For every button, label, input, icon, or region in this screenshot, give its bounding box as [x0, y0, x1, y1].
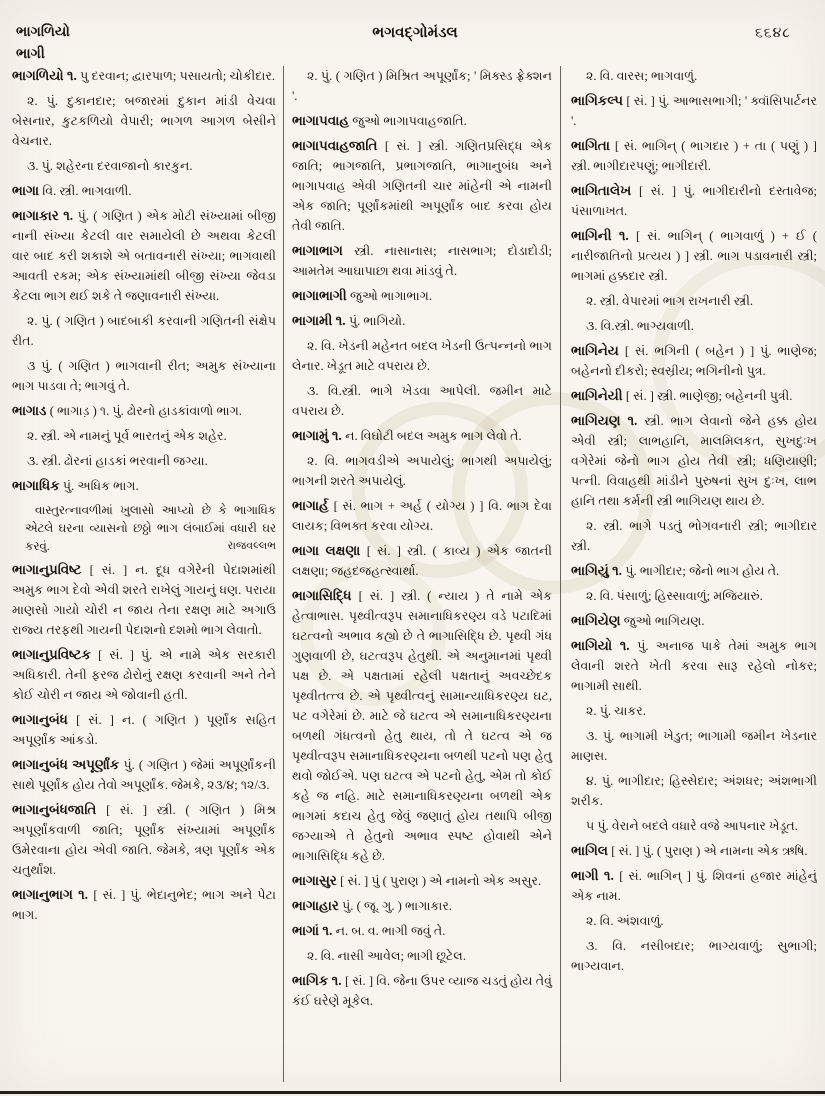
headword: ભાગી ૧. — [571, 868, 620, 883]
headword: ભાગાપવાહ — [292, 113, 353, 128]
dictionary-entry: ભાગિકલ્પ [ સં. ] પું. આભાસભાગી; ' ક્વૉસિપાર્ટનર '. — [571, 93, 817, 128]
running-head — [16, 22, 70, 66]
headword: ભાગિયો ૧. — [571, 638, 638, 653]
dictionary-entry: ભાગાપવાહજાતિ [ સં. ] સ્ત્રી. ગણિતપ્રસિદ્ધ એક જાતિ; ભાગજાતિ, પ્રભાગજાતિ, ભાગાનુબંધ અને ભાગાપવાહ એવી ગણિતની ચાર માંહેની એ નામની એક જાતિ; પૂર્ણાંકમાંથી અપૂર્ણાંક બાદ કરવા હોય તેવી જાતિ. — [292, 138, 552, 233]
sense-paragraph: ૨. પું. ચાકર. — [586, 704, 646, 718]
dictionary-entry: ભાગા વિ. સ્ત્રી. ભાગવાળી. — [12, 183, 132, 198]
sense-paragraph: ૫ પું. વેરાને બદલે વધારે વજે આપનાર ખેડૂત. — [586, 819, 798, 833]
dictionary-entry: ભાગાભાગ સ્ત્રી. નાસાનાસ; નાસભાગ; દોડાદોડી; આમતેમ આઘાપાછા થવા માંડવું તે. — [292, 243, 552, 278]
headword: ભાગિલ — [571, 843, 612, 858]
sense-paragraph: ૩. વિ.સ્ત્રી. ભાગ્યવાળી. — [586, 319, 694, 333]
dictionary-entry: ભાગાધિક પું. અધિક ભાગ. — [12, 478, 139, 493]
headword: ભાગિનેયી — [571, 388, 626, 403]
dictionary-entry: ભાગાપવાહ જુઓ ભાગાપવાહજાતિ. — [292, 113, 467, 128]
dictionary-entry: ભાગાનુપ્રવિષ્ટક [ સં. ] પું. એ નામે એક સરકારી અધિકારી. તેની ફરજ ઢોરોનું રક્ષણ કરવાની અને તેને કોઈ ચોરી ન જાય એ જોવાની હતી. — [12, 647, 276, 702]
dictionary-entry: ભાગિયેણ જુઓ ભાગિયણ. — [571, 613, 705, 628]
dictionary-entry: ભાગામી ૧. પું. ભાગિયો. — [292, 313, 406, 328]
headword: ભાગામું ૧. — [292, 428, 346, 443]
page-number: ૬૬૪૮ — [754, 26, 791, 41]
headword: ભાગાધિક — [12, 478, 63, 493]
headword: ભાગિકલ્પ — [571, 93, 627, 108]
dictionary-entry: ભાગળિયો ૧. પુ દરવાન; દ્વારપાળ; પસાયતો; ચોકીદાર. — [12, 68, 275, 83]
dictionary-entry: ભાગાડ ( ભાગાડ઼ ) ૧. પું. ઢોરનો હાડકાંવાળો ભાગ. — [12, 403, 242, 418]
sense-paragraph: ૨. વિ. નાસી આવેલ; ભાગી છૂટેલ. — [307, 949, 466, 963]
sense-paragraph: ૩. પું. શહેરના દરવાજાનો કારકુન. — [27, 159, 193, 173]
sense-paragraph: ૨. વિ. અંશવાળું. — [586, 914, 664, 928]
headword: ભાગાનુબંધ — [12, 712, 77, 727]
headword: ભાગિતા — [571, 138, 615, 153]
page-title: ભગવદ્ગોમંડલ — [372, 25, 458, 41]
column-3 — [560, 66, 817, 1082]
dictionary-entry: ભાગિલ [ સં. ] પું. ( પુરાણ ) એ નામના એક ઋષિ. — [571, 843, 808, 858]
sense-paragraph: ૨. વિ. પંસાળું; હિસ્સાવાળું; મજિયારું. — [586, 589, 763, 603]
dictionary-entry: ભાગામું ૧. ન. વિઘોટી બદલ અમુક ભાગ લેવો તે. — [292, 428, 522, 443]
dictionary-entry: ભાગાનુભાગ ૧. [ સં. ] પું. ભેદાનુભેદ; ભાગ અને પેટા ભાગ. — [12, 887, 276, 922]
sense-paragraph: ૪. પું. ભાગીદાર; હિસ્સેદાર; અંશધર; અંશભાગી શરીક. — [571, 774, 817, 808]
dictionary-entry: ભાગા લક્ષણા [ સં. ] સ્ત્રી. ( કાવ્ય ) એક જાતની લક્ષણા; જહદજહત્સ્વાર્થા. — [292, 543, 552, 578]
sense-paragraph: ૩ પું. ( ગણિત ) ભાગવાની રીત; અમુક સંખ્યાના ભાગ પાડવા તે; ભાગવું તે. — [12, 359, 276, 393]
sense-paragraph: ૨. વિ. વારસ; ભાગવાળું. — [586, 69, 698, 83]
dictionary-entry: ભાગી ૧. [ સં. ભાગિન્ ] પું. શિવનાં હજાર માંહેનું એક નામ. — [571, 868, 817, 903]
dictionary-entry: ભાગાર્હ [ સં. ભાગ + અર્હ ( યોગ્ય ) ] વિ. ભાગ દેવા લાયક; વિભક્ત કરવા યોગ્ય. — [292, 498, 552, 533]
headword: ભાગિયું ૧. — [571, 563, 626, 578]
dictionary-entry: ભાગિનેયી [ સં. ] સ્ત્રી. ભાણેજી; બહેનની પુત્રી. — [571, 388, 793, 403]
column-2 — [283, 66, 560, 1082]
headword: ભાગાસિદ્ધિ — [292, 588, 359, 603]
headword: ભાગાપવાહજાતિ — [292, 138, 385, 153]
bottom-rule-divider — [0, 1091, 825, 1094]
sense-paragraph: ૨. વિ. ખેડની મહેનત બદલ ખેડની ઉત્પન્નનો ભાગ લેનાર. ખેડૂત માટે વપરાય છે. — [292, 339, 552, 373]
headword: ભાગાં ૧. — [292, 923, 336, 938]
dictionary-entry: ભાગિયણ ૧. સ્ત્રી. ભાગ લેવાનો જેને હક્ક હોય એવી સ્ત્રી; લાભહાનિ, માલમિલકત, સુખદુઃખ વગેરેમાં જેનો ભાગ હોય તેવી સ્ત્રી; ધણિયાણી; પત્ની. વિવાહથી માંડીને પુરુષનાં સુખ દુઃખ, લાભ હાનિ તથા કર્મની સ્ત્રી ભાગિયણ થાય છે. — [571, 413, 817, 508]
sense-paragraph: ૨. સ્ત્રી. વેપારમાં ભાગ રાખનારી સ્ત્રી. — [586, 294, 754, 308]
column-1 — [12, 66, 283, 1082]
sense-paragraph: ૨. વિ. ભાગવડીએ અપાયેલું; ભાગથી અપાયેલું; ભાગની શરતે અપાયેલું. — [292, 454, 552, 488]
headword: ભાગાર્હ — [292, 498, 334, 513]
dictionary-entry: ભાગાભાગી જુઓ ભાગાભાગ. — [292, 288, 433, 303]
dictionary-entry: ભાગિયું ૧. પું. ભાગીદાર; જેનો ભાગ હોય તે. — [571, 563, 780, 578]
sense-paragraph: ૨. પું. દુકાનદાર; બજારમાં દુકાન માંડી વેચવા બેસનાર, કુટકળિયો વેપારી; ભાગળ આગળ બેસીને વેચનાર. — [12, 94, 276, 148]
dictionary-entry: ભાગાં ૧. ન. બ. વ. ભાગી જવું તે. — [292, 923, 446, 938]
dictionary-entry: ભાગિનેય [ સં. ભગિની ( બહેન ) ] પું. ભાણેજ; બહેનનો દીકરો; સ્વસ્રીય; ભગિનીનો પુત્ર. — [571, 343, 817, 378]
dictionary-entry: ભાગિતા [ સં. ભાગિન્ ( ભાગદાર ) + તા ( પણું ) ] સ્ત્રી. ભાગીદારપણું; ભાગીદારી. — [571, 138, 817, 173]
headword: ભાગામી ૧. — [292, 313, 349, 328]
headword: ભાગાનુબંધજાતિ — [12, 802, 107, 817]
headword: ભાગા લક્ષણા — [292, 543, 367, 558]
headword: ભાગા — [12, 183, 43, 198]
citation-note: વાસ્તુરત્નાવળીમાં ખુલાસો આપ્યો છે કે ભાગાધિક એટલે ઘરના વ્યાસનો છઠ્ઠો ભાગ લંબાઈમાં વધારી ઘર કરવું. રાજવલ્લભ — [25, 503, 276, 553]
sense-paragraph: ૨. પું. ( ગણિત ) બાદબાકી કરવાની ગણિતની સંક્ષેપ રીત. — [12, 314, 276, 348]
columns — [12, 66, 817, 1082]
headword: ભાગળિયો ૧. — [12, 68, 81, 83]
headword: ભાગાકાર ૧. — [12, 208, 78, 223]
headword: ભાગિનેય — [571, 343, 625, 358]
dictionary-entry: ભાગાસુર [ સં. ] પું ( પુરાણ ) એ નામનો એક અસુર. — [292, 873, 542, 888]
sense-paragraph: ૩. વિ.સ્ત્રી. ભાગે ખેડવા આપેલી. જમીન માટે વપરાય છે. — [292, 384, 552, 418]
running-head-first-word: ભાગળિયો — [16, 25, 70, 40]
sense-paragraph: ૨. સ્ત્રી. ભાગે પડતું ભોગવનારી સ્ત્રી; ભાગીદાર સ્ત્રી. — [571, 519, 817, 553]
sense-paragraph: ૩. પું. ભાગામી ખેડુત; ભાગામી જમીન ખેડનાર માણસ. — [571, 729, 817, 763]
dictionary-entry: ભાગિક ૧. [ સં. ] વિ. જેના ઉપર વ્યાજ ચડતું હોય તેવું કંઈ ઘરેણે મૂકેલ. — [292, 973, 552, 1008]
dictionary-entry: ભાગિની ૧. [ સં. ભાગિન્ ( ભાગવાળું ) + ઈ ( નારીજાતિનો પ્રત્યય ) ] સ્ત્રી. ભાગ પડાવનારી સ્ત્રી; ભાગમાં હક્કદાર સ્ત્રી. — [571, 228, 817, 283]
dictionary-entry: ભાગાનુબંધ [ સં. ] ન. ( ગણિત ) પૂર્ણાંક સહિત અપૂર્ણાંક આંકડો. — [12, 712, 276, 747]
headword: ભાગાભાગી — [292, 288, 350, 303]
dictionary-entry: ભાગિયો ૧. પું. અનાજ પાકે તેમાં અમુક ભાગ લેવાની શરતે ખેતી કરવા સારૂ રહેલો નોકર; ભાગામી સાથી. — [571, 638, 817, 693]
sense-paragraph: ૩. સ્ત્રી. ઢોરનાં હાડકાં ભરવાની જગ્યા. — [27, 454, 208, 468]
headword: ભાગિયણ ૧. — [571, 413, 645, 428]
dictionary-entry: ભાગાસિદ્ધિ [ સં. ] સ્ત્રી. ( ન્યાય ) તે નામે એક હેત્વાભાસ. પૃથ્વીત્વરૂપ સમાનાધિકરણ્ય વડે પટાદિમાં ઘટત્વનો અભાવ કહ્યો છે તે ભાગાસિદ્ધિ છે. પૃથ્વી ગંધ ગુણવાળી છે, ઘટત્વરૂપ હેતુથી. એ અનુમાનમાં પૃથ્વી પક્ષ છે. એ પક્ષતામાં રહેલી પક્ષતાનું અવચ્છેદક પૃથ્વીતત્ત્વ છે. એ પૃથ્વીત્વનું સામાન્યાધિકરણ્ય ઘટ, પટ વગેરેમાં છે. માટે જે ઘટત્વ એ સમાનાધિકરણ્યના બળથી ગંધત્વનો હેતુ થાય, તો તે ઘટત્વ એ જ પૃથ્વીત્વરૂપ સમાનાધિકરણ્યના બળથી પટનો પણ હેતુ થવો જોઈએ. પણ ઘટત્વ એ પટનો હેતુ, એમ તો કોઈ કહે જ નહિ. માટે સમાનાધિકરણ્યના બળથી એક ભાગમાં કદાચ હેતુ જેવું જણાતું હોય તથાપિ બીજી જગ્યાએ તે હેતુનો અભાવ સ્પષ્ટ હોવાથી એને ભાગાસિદ્ધિ કહે છે. — [292, 588, 552, 863]
dictionary-entry: ભાગાહાર પું. ( જૂ. ગુ. ) ભાગાકાર. — [292, 898, 453, 913]
sense-paragraph: ૩. વિ. નસીબદાર; ભાગ્યવાળું; સુભાગી; ભાગ્યવાન. — [571, 939, 817, 973]
headword: ભાગાનુબંધ અપૂર્ણાંક — [12, 757, 124, 772]
headword: ભાગાનુપ્રવિષ્ટક — [12, 647, 99, 662]
headword: ભાગિતાલેખ — [571, 183, 639, 198]
headword: ભાગિની ૧. — [571, 228, 636, 243]
dictionary-entry: ભાગાનુબંધ અપૂર્ણાંક પું. ( ગણિત ) જેમાં અપૂર્ણાંકની સાથે પૂર્ણાંક હોય તેવો અપૂર્ણાંક. જેમકે, ૨૩/૪; ૧૨/૩. — [12, 757, 276, 792]
dictionary-entry: ભાગાકાર ૧. પું. ( ગણિત ) એક મોટી સંખ્યામાં બીજી નાની સંખ્યા કેટલી વાર સમાયેલી છે અથવા કેટલી વાર બાદ કરી શકાશે એ બતાવનારી સંખ્યા; ભાગવાથી આવતી રકમ; એક સંખ્યામાંથી બીજી સંખ્યા જેવડા કેટલા ભાગ થઈ શકે તે જણાવનારી સંખ્યા. — [12, 208, 276, 303]
running-head-last-word: ભાગી — [16, 47, 45, 62]
sense-paragraph: ૨. પું. ( ગણિત ) મિશ્રિત અપૂર્ણાંક; ' મિક્સ્ડ ફ્રેક્શન '. — [292, 69, 552, 103]
headword: ભાગિયેણ — [571, 613, 624, 628]
dictionary-entry: ભાગિતાલેખ [ સં. ] પું. ભાગીદારીનો દસ્તાવેજ; પંસાળાખત. — [571, 183, 817, 218]
dictionary-entry: ભાગાનુબંધજાતિ [ સં. ] સ્ત્રી. ( ગણિત ) મિશ્ર અપૂર્ણાંકવાળી જાતિ; પૂર્ણાંક સંખ્યામાં અપૂર્ણાંક ઉમેરવાના હોય એવી જાતિ. જેમકે, ત્રણ પૂર્ણાંક એક ચતુર્થાંશ. — [12, 802, 276, 877]
headword: ભાગાભાગ — [292, 243, 355, 258]
dictionary-entry: ભાગાનુપ્રવિષ્ટ [ સં. ] ન. દૂધ વગેરેની પેદાશમાંથી અમુક ભાગ દેવો એવી શરતે રાખેલું ગાયનું ધણ. પરાયા માણસો ગાયો ચોરી ન જાય તેના રક્ષણ માટે અગાઉ રાજ્ય તરફથી ગાયની પેદાશનો દશમો ભાગ લેવાતો. — [12, 562, 276, 637]
headword: ભાગાનુપ્રવિષ્ટ — [12, 562, 90, 577]
headword: ભાગાનુભાગ ૧. — [12, 887, 94, 902]
headword: ભાગાડ — [12, 403, 50, 418]
headword: ભાગાહાર — [292, 898, 343, 913]
sense-paragraph: ૨. સ્ત્રી. એ નામનું પૂર્વ ભારતનું એક શહેર. — [27, 429, 227, 443]
headword: ભાગાસુર — [292, 873, 341, 888]
headword: ભાગિક ૧. — [292, 973, 345, 988]
source-citation: રાજવલ્લભ — [227, 540, 276, 552]
